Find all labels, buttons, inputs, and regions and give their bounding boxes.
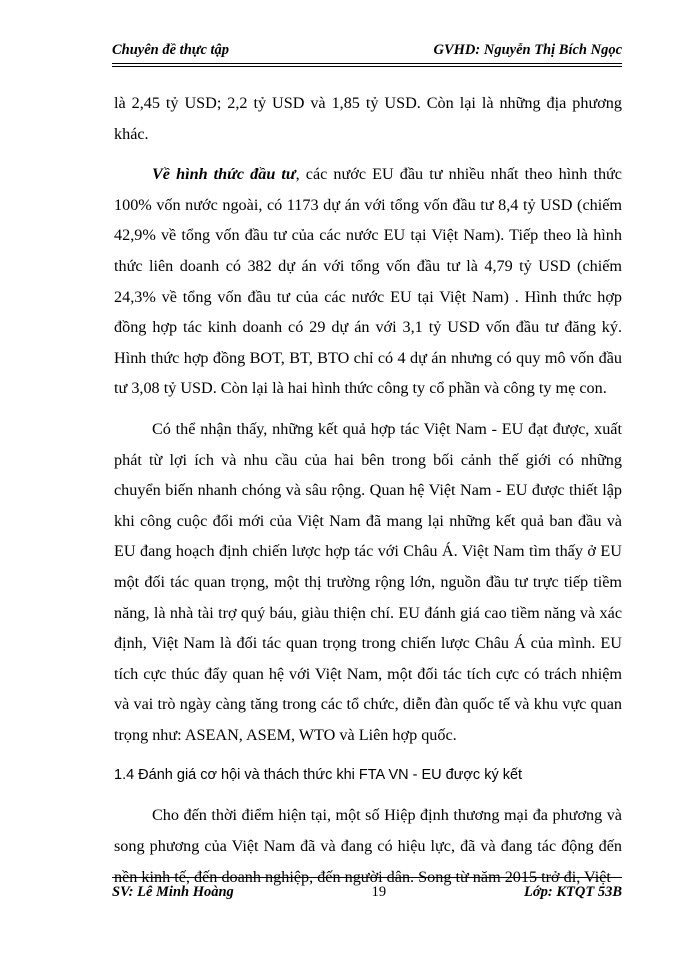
page-footer	[112, 877, 622, 901]
paragraph-lead-emphasis: Về hình thức đầu tư	[152, 165, 296, 184]
footer-class: Lớp: KTQT 53B	[524, 884, 622, 900]
paragraph-cooperation: Có thể nhận thấy, những kết quả hợp tác Việt Nam - EU đạt được, xuất phát từ lợi ích và nhu cầu của hai bên trong bối cảnh thế giới có những chuyển biến nhanh chóng và sâu rộng. Quan hệ Việt Nam - EU được thiết lập khi công cuộc đổi mới của Việt Nam đã mang lại những kết quả ban đầu và EU đang hoạch định chiến lược hợp tác với Châu Á. Việt Nam tìm thấy ở EU một đối tác quan trọng, một thị trường rộng lớn, nguồn đầu tư trực tiếp tiềm năng, là nhà tài trợ quý báu, giàu thiện chí. EU đánh giá cao tiềm năng và xác định, Việt Nam là đối tác quan trọng trong chiến lược Châu Á của mình. EU tích cực thúc đẩy quan hệ với Việt Nam, một đối tác tích cực có trách nhiệm và vai trò ngày càng tăng trong các tổ chức, diễn đàn quốc tế và khu vực quan trọng như: ASEAN, ASEM, WTO và Liên hợp quốc.	[114, 419, 622, 744]
paragraph-investment-forms-text: , các nước EU đầu tư nhiều nhất theo hình thức 100% vốn nước ngoài, có 1173 dự án với tổng vốn đầu tư 8,4 tỷ USD (chiếm 42,9% về tổng vốn đầu tư của các nước EU tại Việt Nam). Tiếp theo là hình thức liên doanh có 382 dự án với tổng vốn đầu tư là 4,79 tỷ USD (chiếm 24,3% về tổng vốn đầu tư của các nước EU tại Việt Nam) . Hình thức hợp đồng hợp tác kinh doanh có 29 dự án với 3,1 tỷ USD vốn đầu tư đăng ký. Hình thức hợp đồng BOT, BT, BTO chỉ có 4 dự án nhưng có quy mô vốn đầu tư 3,08 tỷ USD. Còn lại là hai hình thức công ty cổ phần và công ty mẹ con.	[114, 165, 622, 398]
paragraph-trade-agreements: Cho đến thời điểm hiện tại, một số Hiệp định thương mại đa phương và song phương của Việt Nam đã và đang có hiệu lực, đã và đang tác động đến nền kinh tế, đến doanh nghiệp, đến người dân. Song từ năm 2015 trở đi, Việt	[114, 806, 622, 886]
paragraph-investment-forms	[114, 159, 622, 404]
header-right: GVHD: Nguyễn Thị Bích Ngọc	[433, 42, 622, 58]
header-left: Chuyên đề thực tập	[112, 42, 230, 58]
page-header	[112, 42, 622, 64]
section-heading: 1.4 Đánh giá cơ hội và thách thức khi FTA VN - EU được ký kết	[114, 767, 523, 784]
paragraph-continuation: là 2,45 tỷ USD; 2,2 tỷ USD và 1,85 tỷ USD. Còn lại là những địa phương khác.	[114, 94, 622, 143]
footer-student: SV: Lê Minh Hoàng	[112, 884, 234, 900]
page-body	[114, 88, 622, 892]
footer-page-number: 19	[371, 884, 387, 900]
